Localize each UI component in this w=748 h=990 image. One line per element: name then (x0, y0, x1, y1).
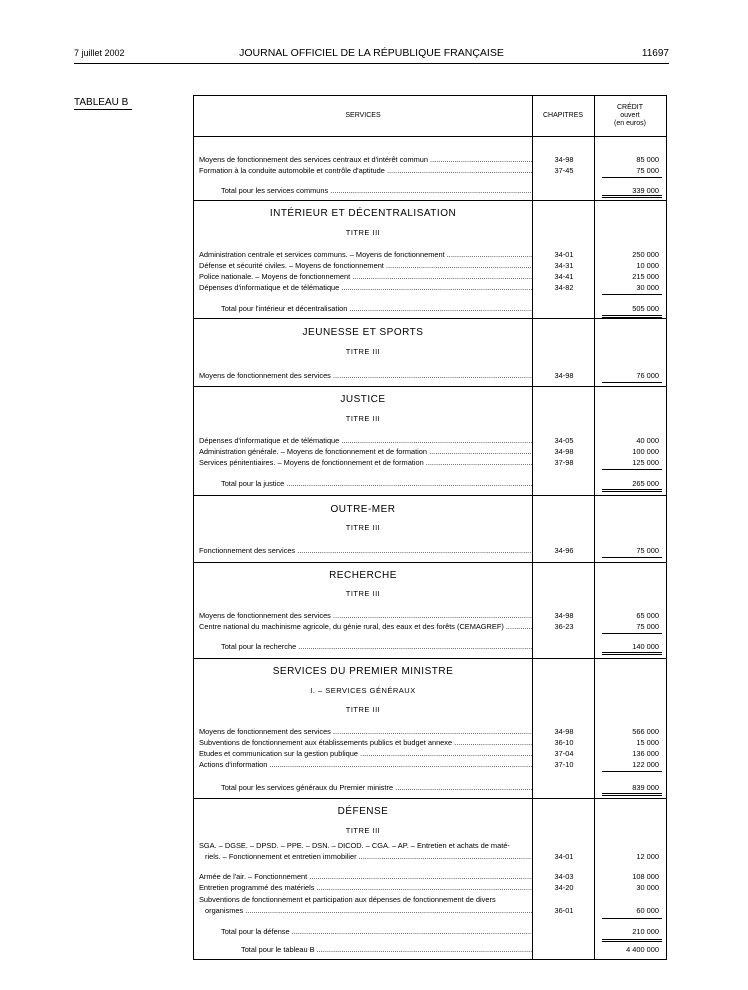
chapter-number: 37-04 (554, 749, 574, 758)
section-divider (194, 200, 666, 201)
service-label: SGA. – DGSE. – DPSD. – PPE. – DSN. – DICOD. – CGA. – AP. – Entretien et achats de maté- (199, 841, 510, 850)
section-subtitle: I. – SERVICES GÉNÉRAUX (310, 686, 416, 695)
section-title: SERVICES DU PREMIER MINISTRE (272, 666, 454, 677)
chapter-number: 37-98 (554, 458, 574, 467)
subtotal-rule (602, 469, 662, 470)
section-divider (194, 658, 666, 659)
total-row (194, 782, 666, 793)
titre-heading: TITRE III (345, 347, 381, 356)
chapter-number: 34-03 (554, 872, 574, 881)
credit-amount: 30 000 (636, 283, 659, 292)
chapter-number: 34-20 (554, 883, 574, 892)
subtotal-rule (602, 294, 662, 295)
credit-amount: 122 000 (632, 760, 659, 769)
titre-heading: TITRE III (345, 228, 381, 237)
subtotal-rule (602, 382, 662, 383)
service-label: Police nationale. – Moyens de fonctionnement ..... (199, 271, 532, 282)
service-label: Dépenses d'informatique et de télématique ..... (199, 282, 532, 293)
section-title: INTÉRIEUR ET DÉCENTRALISATION (269, 208, 457, 219)
header-date: 7 juillet 2002 (74, 48, 125, 58)
table-row (194, 446, 666, 457)
total-amount: 505 000 (632, 304, 659, 313)
table-row (194, 759, 666, 770)
table-row (194, 165, 666, 176)
table-row (194, 748, 666, 759)
table-row (194, 282, 666, 293)
chapter-number: 34-05 (554, 436, 574, 445)
chapter-number: 34-01 (554, 852, 574, 861)
service-label: Centre national du machinisme agricole, du génie rural, des eaux et des forêts (CEMAGREF) ..... (199, 621, 532, 632)
table-row (194, 610, 666, 621)
credit-amount: 65 000 (636, 611, 659, 620)
service-label: Moyens de fonctionnement des services centraux et d'intérêt commun ..... (199, 154, 532, 165)
service-label: Subventions de fonctionnement et participation aux dépenses de fonctionnement de divers (199, 895, 496, 904)
table-row (194, 435, 666, 446)
credit-amount: 566 000 (632, 727, 659, 736)
service-label: Moyens de fonctionnement des services ..... (199, 726, 532, 737)
grand-total-label: Total pour le tableau B ..... (241, 944, 532, 955)
table-row (194, 905, 666, 916)
credit-amount: 108 000 (632, 872, 659, 881)
table-row (194, 370, 666, 381)
service-label: Subventions de fonctionnement aux établissements publics et budget annexe ..... (199, 737, 532, 748)
section-divider (194, 495, 666, 496)
total-amount: 339 000 (632, 186, 659, 195)
service-label: Moyens de fonctionnement des services ..... (199, 370, 532, 381)
section-divider (194, 562, 666, 563)
table-row (194, 260, 666, 271)
service-label: Administration générale. – Moyens de fonctionnement et de formation ..... (199, 446, 532, 457)
table-row (194, 737, 666, 748)
total-label: Total pour la justice ..... (221, 478, 532, 489)
section-divider (194, 386, 666, 387)
credit-amount: 75 000 (636, 546, 659, 555)
section-title: JEUNESSE ET SPORTS (302, 327, 424, 338)
section-divider (194, 798, 666, 799)
service-label: Actions d'information ..... (199, 759, 532, 770)
chapter-number: 36-01 (554, 906, 574, 915)
titre-heading: TITRE III (345, 705, 381, 714)
total-rule (602, 793, 662, 796)
total-row (194, 303, 666, 314)
service-label: Formation à la conduite automobile et contrôle d'aptitude ..... (199, 165, 532, 176)
chapter-number: 34-41 (554, 272, 574, 281)
service-label: Entretien programmé des matériels ..... (199, 882, 532, 893)
table-row (194, 154, 666, 165)
service-label: Administration centrale et services communs. – Moyens de fonctionnement ..... (199, 249, 532, 260)
total-rule (602, 652, 662, 655)
chapter-number: 34-31 (554, 261, 574, 270)
total-amount: 265 000 (632, 479, 659, 488)
chapter-number: 34-82 (554, 283, 574, 292)
total-rule (602, 939, 662, 942)
total-amount: 210 000 (632, 927, 659, 936)
titre-heading: TITRE III (345, 826, 381, 835)
credit-header-line: CRÉDIT (616, 104, 644, 111)
credit-amount: 60 000 (636, 906, 659, 915)
grand-total-row (194, 944, 666, 955)
header-title: JOURNAL OFFICIEL DE LA RÉPUBLIQUE FRANÇAISE (239, 47, 504, 59)
section-title: JUSTICE (340, 394, 386, 405)
table-row (194, 840, 666, 851)
service-label-continuation: riels. – Fonctionnement et entretien immobilier ..... (205, 851, 532, 862)
credit-header-line: ouvert (620, 112, 640, 119)
total-label: Total pour l'intérieur et décentralisation ..... (221, 303, 532, 314)
section-divider (194, 318, 666, 319)
header-divider (194, 136, 666, 137)
service-label: Fonctionnement des services ..... (199, 545, 532, 556)
service-label: Services pénitentiaires. – Moyens de fonctionnement et de formation ..... (199, 457, 532, 468)
titre-heading: TITRE III (345, 523, 381, 532)
total-rule (602, 489, 662, 492)
total-amount: 839 000 (632, 783, 659, 792)
credit-amount: 125 000 (632, 458, 659, 467)
service-label: Dépenses d'informatique et de télématique ..... (199, 435, 532, 446)
titre-heading: TITRE III (345, 589, 381, 598)
credit-amount: 100 000 (632, 447, 659, 456)
column-header-services: SERVICES (345, 112, 381, 119)
subtotal-rule (602, 177, 662, 178)
chapter-number: 34-96 (554, 546, 574, 555)
chapter-number: 34-98 (554, 155, 574, 164)
budget-table (193, 95, 667, 960)
credit-amount: 12 000 (636, 852, 659, 861)
credit-amount: 15 000 (636, 738, 659, 747)
chapter-number: 34-98 (554, 447, 574, 456)
credit-amount: 10 000 (636, 261, 659, 270)
total-row (194, 641, 666, 652)
credit-amount: 75 000 (636, 166, 659, 175)
service-label: Moyens de fonctionnement des services ..... (199, 610, 532, 621)
page-header (74, 45, 669, 64)
credit-amount: 215 000 (632, 272, 659, 281)
table-row (194, 621, 666, 632)
chapter-number: 34-98 (554, 727, 574, 736)
table-row (194, 871, 666, 882)
service-label: Armée de l'air. – Fonctionnement ..... (199, 871, 532, 882)
service-label: Défense et sécurité civiles. – Moyens de fonctionnement ..... (199, 260, 532, 271)
chapter-number: 36-23 (554, 622, 574, 631)
total-rule (602, 195, 662, 198)
chapter-number: 34-98 (554, 371, 574, 380)
column-divider (594, 96, 595, 959)
table-row (194, 851, 666, 862)
credit-amount: 30 000 (636, 883, 659, 892)
service-label-continuation: organismes ..... (205, 905, 532, 916)
header-page-number: 11697 (641, 48, 669, 59)
total-label: Total pour la défense ..... (221, 926, 532, 937)
credit-amount: 85 000 (636, 155, 659, 164)
table-row (194, 249, 666, 260)
credit-header-line: (en euros) (614, 120, 646, 127)
credit-amount: 40 000 (636, 436, 659, 445)
chapter-number: 37-10 (554, 760, 574, 769)
credit-amount: 75 000 (636, 622, 659, 631)
subtotal-rule (602, 771, 662, 772)
chapter-number: 34-98 (554, 611, 574, 620)
chapter-number: 36-10 (554, 738, 574, 747)
table-row (194, 457, 666, 468)
total-row (194, 185, 666, 196)
grand-total-amount: 4 400 000 (626, 945, 659, 954)
section-title: RECHERCHE (329, 570, 397, 581)
total-row (194, 926, 666, 937)
table-row (194, 545, 666, 556)
table-row (194, 271, 666, 282)
column-header-chapitres: CHAPITRES (542, 112, 584, 119)
titre-heading: TITRE III (345, 414, 381, 423)
chapter-number: 37-45 (554, 166, 574, 175)
subtotal-rule (602, 557, 662, 558)
subtotal-rule (602, 918, 662, 919)
total-amount: 140 000 (632, 642, 659, 651)
chapter-number: 34-01 (554, 250, 574, 259)
subtotal-rule (602, 633, 662, 634)
table-row (194, 882, 666, 893)
section-title: DÉFENSE (337, 806, 389, 817)
tableau-label: TABLEAU B (74, 97, 132, 110)
total-label: Total pour les services généraux du Premier ministre ..... (221, 782, 532, 793)
total-label: Total pour la recherche ..... (221, 641, 532, 652)
table-row (194, 726, 666, 737)
column-header-credit (594, 96, 666, 136)
credit-amount: 136 000 (632, 749, 659, 758)
total-row (194, 478, 666, 489)
column-divider (532, 96, 533, 959)
credit-amount: 250 000 (632, 250, 659, 259)
service-label: Etudes et communication sur la gestion publique ..... (199, 748, 532, 759)
section-title: OUTRE-MER (330, 504, 396, 515)
credit-amount: 76 000 (636, 371, 659, 380)
total-label: Total pour les services communs ..... (221, 185, 532, 196)
table-row (194, 894, 666, 905)
